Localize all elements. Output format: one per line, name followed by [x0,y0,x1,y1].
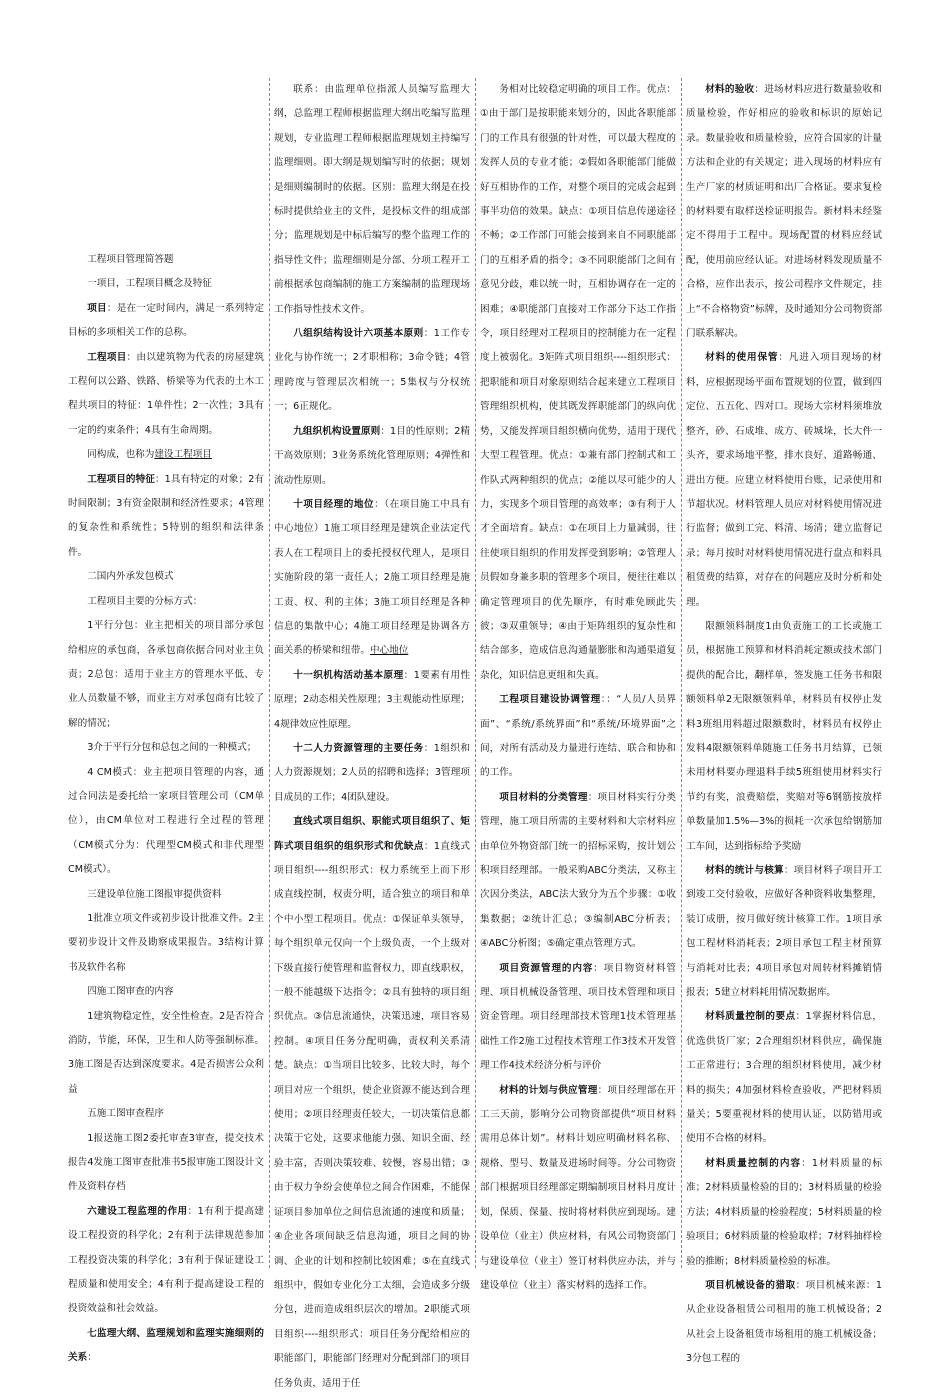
column-top-blank [68,78,264,248]
paragraph-text: 1报送施工图2委托审查3审查，提交技术报告4发施工图审查批准书5报审施工图设计文件及资料存档 [68,1132,264,1193]
paragraph-text: ：：“人员/人员界面”、“系统/系统界面”和“系统/环境界面”之间，对所有活动及力量进行连结、联合和协和的工作。 [480,694,677,779]
paragraph [480,786,676,957]
paragraph-heading: 十项目经理的地位 [293,498,375,510]
paragraph-heading: 项目材料的分类管理 [499,791,588,803]
paragraph-heading: 项目机械设备的猎取 [705,1279,796,1291]
paragraph [480,688,676,786]
paragraph [68,590,264,614]
paragraph-text: 4 CM模式：业主把项目管理的内容，通过合同法是委托给一家项目管理公司（CM单位），由CM单位对工程进行全过程的管理（CM模式分为：代理型CM模式和非代理型CM模式）。 [68,766,264,876]
paragraph [68,272,264,296]
paragraph-heading: 八组织结构设计六项基本原则 [293,328,424,340]
paragraph-text: 限额领料制度1由负责施工的工长或施工员，根据施工预算和材料消耗定额或技术部门提供的配合比，翻样单，签发施工任务书和限额领料单2无限额领料单，材料员有权停止发料3班组用料超过限额数时，材料员有权停止发料4限额领料单随施工任务书月结算，已领未用材料要办理退料手续5班组使用材料实行节约有奖，浪费赔偿，奖赔对等6钢筋按放样单数量加1.5%—3%的损耗一次承包给钢筋加工车间，达到指标给予奖励 [686,620,882,852]
paragraph [68,1200,264,1322]
paragraph-text: ：1直线式项目组织----组织形式：权力系统至上而下形成直线控制，权责分明，适合独立的项目和单个中小型工程项目。优点：①保证单头领导，每个组织单元仅向一个上级负责，一个上级对下级直接行使管理和监督权力，即直线职权，一般不能越级下达指令；②具有独特的项目组织优点。③信息流通快，决策迅速，项目容易控制。④项目任务分配明确，责权利关系清楚。缺点：①当项目比较多、比较大时，每个项目对应一个组织，使企业资源不能达到合理使用；②项目经理责任较大，一切决策信息都决策于它处，这要求他能力强、知识全面、经验丰富，否则决策较难、较慢，容易出错；③由于权力争纷会使单位之间合作困难，不能保证项目参加单位之间信息流通的速度和质量；④企业各项间缺乏信息沟通，项目之间的协调、企业的计划和控制比较困难；⑤在直线式组织中，假如专业化分工太细，会造成多分级分包，进而造成组织层次的增加。2职能式项目组织----组织形式：项目任务分配给相应的职能部门，职能部门经理对分配到部门的项目任务负责，适用于任 [274,840,471,1389]
paragraph [274,810,470,1396]
paragraph [686,78,882,346]
paragraph [68,248,264,272]
paragraph-heading: 六建设工程监理的作用 [87,1205,188,1217]
paragraph-text: 四施工图审查的内容 [87,986,174,998]
paragraph-text: 三建设单位施工图报审提供资料 [87,888,222,900]
paragraph-text: ：项目机械来源：1从企业设备租赁公司租用的施工机械设备；2从社会上设备租赁市场租用的施工机械设备；3分包工程的 [686,1279,882,1365]
underlined-term: 建设工程项目 [154,449,212,461]
paragraph-text: ：项目经理部在开工三天前，影响分公司物资部提供“项目材料需用总体计划”。材料计划应明确材料名称、规格、型号、数量及进场时间等。分公司物资部门根据项目经理部定期编制项目材料月度计划，保质、保量、按时将材料供应到现场。建设单位（业主）供应材料，有风公司物资部门与建设单位（业主）签订材料供应办法，并与建设单位（业主）落实材料的选择工作。 [480,1084,677,1291]
paragraph-text: ：1掌握材料信息，优选供货厂家；2合理组织材料供应，确保施工正常进行；3合理的组织材料使用，减少材料的损失；4加强材料检查验收，严把材料质量关；5要重视材料的使用认证，以防错用或使用不合格的材料。 [686,1011,882,1145]
paragraph-text: ：项目材料子项目开工到竣工交付验收，应做好各种资料收集整理，装订成册，按月做好统计核算工作。1项目承包工程材料消耗表；2项目承包工程主材预算与消耗对比表；4项目承包对周转材料摊销情报表；5建立材料耗用情况数据库。 [686,865,883,999]
paragraph-heading: 材料的使用保管 [705,352,779,364]
paragraph-text: ：由以建筑物为代表的房屋建筑工程何以公路、铁路、桥梁等为代表的土木工程共项目的特征：1单件性；2一次性；3具有一定的约束条件；4具有生命周期。 [68,351,265,436]
paragraph [274,322,470,420]
text-column-2 [274,78,471,1389]
paragraph-text: 联系：由监理单位指派人员编写监理大纲，总监理工程师根据监理大纲出吃编写监理规划，专业监理工程师根据监理规划主持编写监理细则。即大纲是规划编写时的依据；规划是细则编制时的依据。区别：监理大纲是在投标时提供给业主的文件，是投标文件的组成部分；监理规划是中标后编写的整个监理工作的指导性文件；监理细则是分部、分项工程开工前根据承包商编制的施工方案编制的监理现场工作指导性技术文件。 [274,84,470,315]
paragraph-text: ：1具有特定的对象；2有时间限制；3有资金限制和经济性要求；4管理的复杂性和系统性；5特别的组织和法律条件。 [68,473,264,558]
paragraph [68,736,264,760]
text-column-4 [686,78,883,1365]
paragraph [686,346,882,614]
paragraph [68,297,264,346]
paragraph-heading: 十一织机构活动基本原理 [293,669,404,681]
paragraph [68,565,264,589]
paragraph-text: 二国内外承发包模式 [87,571,174,583]
underlined-term: 中心地位 [369,645,409,657]
paragraph-text: ：项目物资材料管理、项目机械设备管理、项目技术管理和项目资金管理。项目经理部技术管理1技术管理基础性工作2施工过程技术管理工作3技术开发管理工作4技术经济分析与评价 [480,962,677,1072]
paragraph-text: ：项目材料实行分类管理，施工项目所需的主要材料和大宗材料应由单位外物资部门统一的招标采购，按计划公积项目经理部。一般采购ABC分类法，又称主次因分类法，ABC法大致分为五个步骤：①收集数据；②统计汇总；③编制ABC分析表；④ABC分析图；⑤确定重点管理方式。 [480,791,677,950]
paragraph-heading: 七监理大纲、监理规划和监理实施细则的关系 [68,1327,264,1364]
paragraph-heading: 材料的验收 [705,84,755,95]
paragraph-heading: 项目资源管理的内容 [499,962,594,974]
paragraph-text: 1平行分包：业主把相关的项目部分承包给相应的承包商，各承包商依据合同对业主负责；2总包：适用于业主方的管理水平低、专业人员数量不够，而业主方对承包商有比较了解的情况； [68,620,264,729]
paragraph-text: 一项目，工程项目概念及特征 [87,278,212,290]
paragraph-text: ：1组织和人力资源规划；2人员的招聘和选择；3管理项目成员的工作；4团队建设。 [274,742,471,803]
paragraph [68,468,264,566]
paragraph [68,346,264,444]
paragraph-text: ：1目的性原则；2精干高效原则；3业务系统化管理原则；4弹性和流动性原则。 [274,425,470,486]
paragraph [68,907,264,980]
text-column-1 [68,78,265,1364]
paragraph-heading: 材料质量控制的要点 [705,1011,796,1023]
paragraph-text: ：1工作专业化与协作统一；2才职相称；3命令链；4管理跨度与管理层次相统一；5集权与分权统一；6正规化。 [274,328,471,413]
paragraph [274,737,470,810]
paragraph-text: 工程项目主要的分标方式： [87,595,203,607]
paragraph [68,443,264,467]
text-column-3 [480,78,677,1291]
paragraph-heading: 工程项目的特征 [87,473,155,485]
paragraph-text: ：1要素有用性原理；2动态相关性原理；3主观能动性原理；4规律效应性原理。 [274,669,471,730]
paragraph [68,614,264,736]
paragraph [686,1005,882,1151]
paragraph [68,1005,264,1103]
paragraph-text: ：是在一定时间内，满足一系列特定目标的多项相关工作的总称。 [68,302,265,339]
paragraph [68,980,264,1004]
paragraph-text: 1建筑物稳定性，安全性检查。2是否符合消防，节能，环保，卫生和人防等强制标准。3施工图是否达到深度要求。4是否损害公众利益 [68,1010,264,1095]
paragraph-heading: 材料质量控制的内容 [705,1157,802,1169]
column-divider [475,78,476,1268]
paragraph [274,420,470,493]
paragraph-text: ：凡进入项目现场的材料，应根据现场平面布置规划的位置，做到四定位、五五化、四对口。现场大宗材料须堆放整齐，砂、石成堆、成方、砖城垛，长大件一头齐，要求场地平整，排水良好、道路畅通、进出方便。应建立材料使用台账，记录使用和节超状况。材料管理人员应对材料使用情况进行监督；做到工完、料清、场清；建立监督记录；每月按时对材料使用情况进行盘点和料具租赁费的结算，对存在的问题应及时分析和处理。 [686,352,883,608]
paragraph-text: ：（在项目施工中具有中心地位）1施工项目经理是建筑企业法定代表人在工程项目上的委托授权代理人，是项目实施阶段的第一责任人；2施工项目经理是施工责、权、利的主体；3施工项目经理是各种信息的集散中心；4施工项目经理是协调各方面关系的桥梁和纽带。 [274,498,471,657]
paragraph [480,957,676,1079]
paragraph [480,1079,676,1299]
paragraph-heading: 材料的统计与核算 [705,865,784,876]
paragraph [686,615,882,859]
paragraph-text: ：1材料质量的标准；2材料质量检验的目的；3材料质量的检验方法；4材料质量的检验程度；5材料质量的检验项目；6材料质量的检验取样；7材料抽样检验的推断；8材料质量检验的标准。 [686,1157,883,1267]
paragraph-heading: 十二人力资源管理的主要任务 [293,742,424,754]
paragraph-heading: 工程项目建设协调管理 [499,694,601,706]
column-divider [269,78,270,1268]
paragraph-text: 3介于平行分包和总包之间的一种模式； [87,742,257,754]
paragraph-text: 同构成，也称为 [87,449,155,461]
paragraph [686,1274,882,1372]
paragraph [68,883,264,907]
paragraph [68,761,264,883]
paragraph [274,493,470,664]
paragraph-text: 1批准立项文件或初步设计批准文件。2主要初步设计文件及勘察成果报告。3结构计算书及软件名称 [68,912,264,973]
paragraph-text: 五施工图审查程序 [87,1108,164,1120]
paragraph-text: ：进场材料应进行数量验收和质量检验，作好相应的验收和标识的原始记录。数量验收和质量检验，应符合国家的计量方法和企业的有关规定；进入现场的材料应有生产厂家的材质证明和出厂合格证。要求复检的材料要有取样送检证明报告。新材料未经鉴定不得用于工程中。现场配置的材料应经试配，使用前应经认证。对进场材料发现质量不合格，应作出表示，按公司程序文件规定，挂上“不合格物资”标牌，及时通知分公司物资部门联系解决。 [686,84,883,340]
paragraph [68,1102,264,1126]
paragraph-heading: 直线式项目组织、职能式项目组织了、矩阵式项目组织的组织形式和优缺点 [274,816,470,852]
paragraph [686,1152,882,1274]
paragraph-heading: 九组织机构设置原则 [293,425,381,437]
paragraph-text: 工程项目管理简答题 [87,254,174,265]
paragraph-heading: 材料的计划与供应管理 [499,1084,598,1096]
paragraph-text: 务相对比较稳定明确的项目工作。优点：①由于部门是按职能来划分的，因此各职能部门的工作具有很强的针对性，可以最大程度的发挥人员的专业才能；②假如各职能部门能做好互相协作的工作，对整个项目的完成会起到事半功倍的效果。缺点：①项目信息传递途径不畅；②工作部门可能会接到来自不同职能部门的互相矛盾的指令；③不同职能部门之间有意见分歧，难以统一时，互相协调存在一定的困难；④职能部门直接对工作部分下达工作指令，项目经理对工程项目的控制能力在一定程度上被弱化。3矩阵式项目组织----组织形式：把职能和项目对象原则结合起来建立工程项目管理组织机构，使其既发挥职能部门的纵向优势，又能发挥项目组织横向优势，适用于现代大型工程管理。优点：①兼有部门控制式和工作队式两种组织的优点；②能以尽可能少的人力，实现多个项目管理的高效率；③有利于人才全面培育。缺点：①在项目上力量减弱，往往使项目组织的作用发挥受到影响；②管理人员假如身兼多职的管理多个项目，便往往难以确定管理项目的优先顺序，有时难免顾此失彼；③双重领导；④由于矩阵组织的复杂性和结合部多，造成信息沟通量膨胀和沟通渠道复杂化，知识信息更组和失真。 [480,84,676,681]
paragraph [68,1127,264,1200]
paragraph [686,859,882,1005]
paragraph [274,78,470,322]
paragraph-text: ：1有利于提高建设工程投资的科学化；2有利于法律规范参加工程投资决策的科学化；3有利于保证建设工程质量和使用安全；4有利于提高建设工程的投资效益和社会效益。 [68,1205,265,1315]
paragraph [274,664,470,737]
paragraph [68,1322,264,1371]
paragraph [480,78,676,688]
column-divider [681,78,682,1268]
paragraph-heading: 工程项目 [87,351,127,363]
paragraph-text: ： [87,1352,97,1364]
paragraph-heading: 项目 [87,302,107,314]
